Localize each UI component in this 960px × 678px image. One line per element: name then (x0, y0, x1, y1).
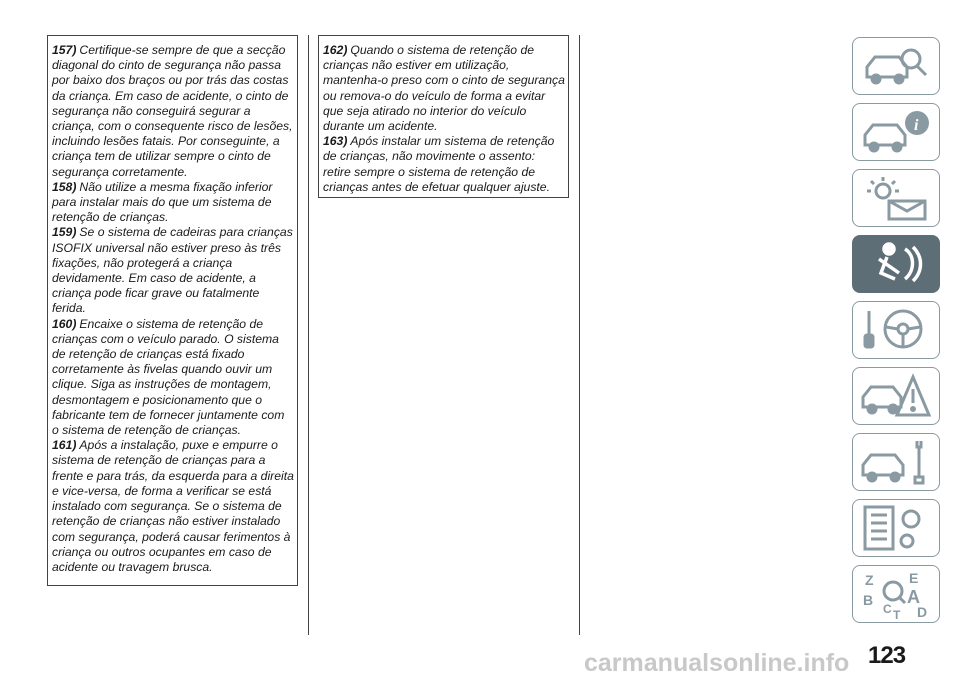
tab-car-search[interactable] (852, 37, 940, 95)
index-letter: D (917, 604, 928, 619)
note-159 (52, 225, 294, 316)
note-text: Certifique-se sempre de que a secção diagonal do cinto de segurança não passa por baixo dos braços ou por trás das costas da criança. Em caso de acidente, o cinto de segurança não conseguirá segurar a criança, com o consequente risco de lesões, incluindo lesões fatais. Por conseguinte, a criança tem de utilizar sempre o cinto de segurança corretamente. (52, 43, 293, 179)
note-number: 162) (323, 43, 348, 57)
tab-seatbelt-airbag[interactable] (852, 235, 940, 293)
specs-gears-icon (859, 503, 933, 553)
note-162 (323, 43, 565, 134)
watermark: carmanualsonline.info (584, 649, 850, 677)
note-text: Após instalar um sistema de retenção de crianças, não movimente o assento: retire sempre o sistema de retenção de crianças antes de efetuar qualquer ajuste. (323, 134, 555, 194)
index-letter: Z (865, 572, 874, 588)
note-number: 158) (52, 179, 77, 194)
note-number: 163) (323, 134, 348, 149)
tab-car-warning[interactable] (852, 367, 940, 425)
page-number: 123 (868, 642, 906, 669)
tab-car-info[interactable] (852, 103, 940, 161)
lights-message-icon (859, 173, 933, 223)
car-wrench-icon (859, 437, 933, 487)
tab-car-wrench[interactable] (852, 433, 940, 491)
tab-lights-message[interactable] (852, 169, 940, 227)
note-number: 157) (52, 43, 77, 57)
note-163 (323, 134, 565, 195)
note-number: 161) (52, 438, 77, 453)
car-warning-triangle-icon (859, 371, 933, 421)
car-info-icon (859, 107, 933, 157)
key-steering-wheel-icon (859, 305, 933, 355)
tab-alphabet-index[interactable] (852, 565, 940, 623)
index-letter: B (863, 592, 874, 608)
note-158 (52, 180, 294, 226)
note-number: 160) (52, 316, 77, 331)
tab-key-steering[interactable] (852, 301, 940, 359)
notes-box-left (47, 35, 298, 586)
notes-box-right (318, 35, 569, 198)
index-letter: T (893, 608, 901, 619)
note-text: Se o sistema de cadeiras para crianças ISOFIX universal não estiver preso às três fixações, não protegerá a criança devidamente. Em caso de acidente, a criança pode ficar grave ou fatalmente ferida. (52, 225, 293, 316)
alphabet-index-icon (859, 569, 933, 619)
index-letter: C (883, 602, 892, 616)
column-divider (308, 35, 309, 635)
note-text: Quando o sistema de retenção de crianças não estiver em utilização, mantenha-o preso com o cinto de segurança ou remova-o do veículo de forma a evitar que seja atirado no interior do veículo durante um acidente. (323, 43, 565, 134)
column-divider (579, 35, 580, 635)
note-160 (52, 317, 294, 439)
index-letter: E (909, 570, 919, 586)
tab-specs-gears[interactable] (852, 499, 940, 557)
note-text: Após a instalação, puxe e empurre o sistema de retenção de crianças para a frente e para trás, da esquerda para a direita e vice-versa, de forma a verificar se está instalado com segurança. Se o sistema de retenção de crianças não estiver instalado com segurança, poderá causar ferimentos à criança ou outros ocupantes em caso de acidente ou travagem brusca. (52, 438, 294, 574)
note-161 (52, 438, 294, 575)
note-text: Encaixe o sistema de retenção de crianças com o veículo parado. O sistema de retenção de crianças está fixado corretamente às fivelas quando ouvir um clique. Siga as instruções de montagem, desmontagem e posicionamento que o fabricante tem de fornecer juntamente com o sistema de retenção de crianças. (52, 316, 285, 438)
chapter-tabs (852, 37, 942, 631)
note-text: Não utilize a mesma fixação inferior para instalar mais do que um sistema de retenção de crianças. (52, 179, 273, 225)
seatbelt-airbag-icon (859, 239, 933, 289)
svg-text:i: i (914, 117, 919, 134)
index-letter: A (907, 587, 920, 607)
car-search-icon (859, 41, 933, 91)
note-157 (52, 43, 294, 180)
note-number: 159) (52, 225, 77, 240)
